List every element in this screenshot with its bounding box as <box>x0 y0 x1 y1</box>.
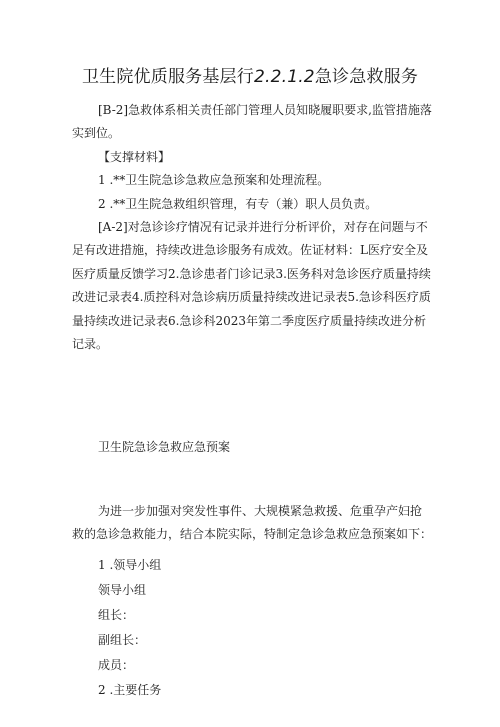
a2-paragraph: [A-2]对急诊诊疗情况有记录并进行分析评价，对存在问题与不足有改进措施，持续改进急诊服务有成效。佐证材料：L医疗安全及医疗质量反馈学习2.急诊患者门诊记录3.医务科对急诊医疗质量持续改进记录表4.质控科对急诊病历质量持续改进记录表5.急诊科医疗质量持续改进记录表6.急诊科2023年第二季度医疗质量持续改进分析记录。 <box>72 220 431 352</box>
section-1-subheading: 领导小组 <box>98 582 147 597</box>
deputy-label: 副组长： <box>98 632 147 647</box>
b2-paragraph: [B-2]急救体系相关责任部门管理人员知晓履职要求,监管措施落实到位。 <box>72 103 432 141</box>
support-item-2: 2 .**卫生院急救组织管理，有专（兼）职人员负责。 <box>98 196 378 211</box>
title-number: 2.2.1.2 <box>253 67 315 87</box>
title-prefix: 卫生院优质服务基层行 <box>81 67 254 87</box>
support-item-1: 1 .**卫生院急诊急救应急预案和处理流程。 <box>98 173 330 188</box>
support-heading: 【支撑材料】 <box>98 149 171 164</box>
plan-block <box>72 436 432 459</box>
plan-title: 卫生院急诊急救应急预案 <box>98 440 231 454</box>
document-title <box>0 62 500 87</box>
title-suffix: 急诊急救服务 <box>314 67 419 87</box>
section-1-heading: 1 .领导小组 <box>98 557 162 572</box>
plan-content <box>72 500 432 727</box>
members-label: 成员： <box>98 657 135 672</box>
plan-intro: 为进一步加强对突发性事件、大规模紧急救援、危重孕产妇抢救的急诊急救能力，结合本院实际，特制定急诊急救应急预案如下： <box>72 504 433 542</box>
section-2-heading: 2 .主要任务 <box>98 682 162 697</box>
leader-label: 组长： <box>98 607 135 622</box>
document-body <box>72 99 433 697</box>
